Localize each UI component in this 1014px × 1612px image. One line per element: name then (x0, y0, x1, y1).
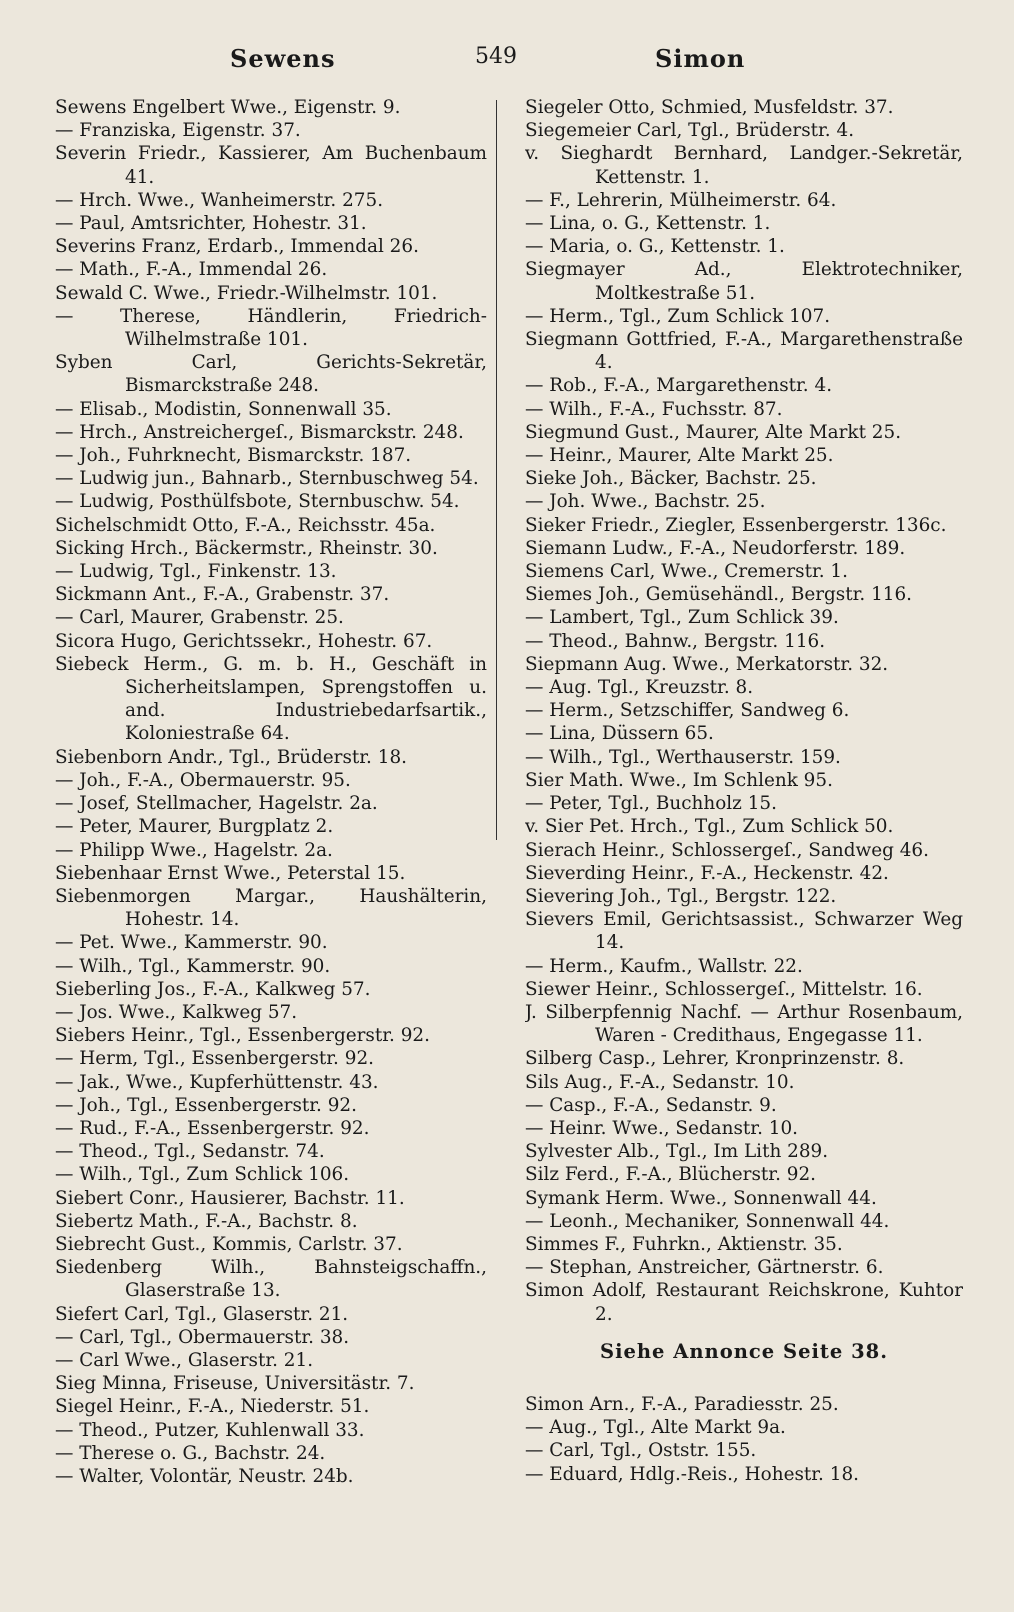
directory-entry: Siegmann Gottfried, F.-A., Margarethenstraße 4. (525, 329, 963, 374)
directory-entry: Sievers Emil, Gerichtsassist., Schwarzer Weg 14. (525, 909, 963, 954)
directory-entry: — Leonh., Mechaniker, Sonnenwall 44. (525, 1210, 890, 1232)
page-header (0, 44, 1014, 80)
directory-entry: Simon Arn., F.-A., Paradiesstr. 25. (525, 1393, 839, 1415)
directory-entry: Silz Ferd., F.-A., Blücherstr. 92. (525, 1164, 817, 1186)
directory-entry: — Theod., Putzer, Kuhlenwall 33. (55, 1419, 365, 1441)
directory-entry: Sicora Hugo, Gerichtssekr., Hohestr. 67. (55, 630, 433, 652)
directory-entry: — Ludwig, Posthülfsbote, Sternbuschw. 54. (55, 491, 460, 513)
right-column (525, 96, 963, 1486)
directory-entry: — Walter, Volontär, Neustr. 24b. (55, 1465, 354, 1487)
directory-entry: — Eduard, Hdlg.-Reis., Hohestr. 18. (525, 1463, 859, 1485)
directory-entry: — F., Lehrerin, Mülheimerstr. 64. (525, 189, 837, 211)
directory-entry: — Jos. Wwe., Kalkweg 57. (55, 1001, 298, 1023)
directory-entry: — Herm., Tgl., Zum Schlick 107. (525, 305, 831, 327)
directory-entry: Siefert Carl, Tgl., Glaserstr. 21. (55, 1303, 349, 1325)
directory-entry: Sieg Minna, Friseuse, Universitästr. 7. (55, 1373, 415, 1395)
directory-entry: — Joh., F.-A., Obermauerstr. 95. (55, 769, 351, 791)
directory-entry: — Peter, Tgl., Buchholz 15. (525, 793, 777, 815)
directory-entry: Siepmann Aug. Wwe., Merkatorstr. 32. (525, 653, 889, 675)
header-left-keyword: Sewens (230, 44, 336, 73)
directory-entry: — Carl, Maurer, Grabenstr. 25. (55, 607, 344, 629)
directory-entry: Siebert Conr., Hausierer, Bachstr. 11. (55, 1187, 405, 1209)
directory-entry: — Rud., F.-A., Essenbergerstr. 92. (55, 1117, 370, 1139)
directory-entry: — Jak., Wwe., Kupferhüttenstr. 43. (55, 1071, 379, 1093)
directory-entry: Sieberling Jos., F.-A., Kalkweg 57. (55, 978, 371, 1000)
directory-entry: Siebenborn Andr., Tgl., Brüderstr. 18. (55, 746, 407, 768)
directory-entry: — Heinr., Maurer, Alte Markt 25. (525, 445, 834, 467)
directory-entry: Sievering Joh., Tgl., Bergstr. 122. (525, 885, 837, 907)
directory-entry: — Lambert, Tgl., Zum Schlick 39. (525, 607, 839, 629)
directory-entry: Sierach Heinr., Schlossergeſ., Sandweg 46. (525, 839, 929, 861)
directory-entry: Siebenmorgen Margar., Haushälterin, Hohestr. 14. (55, 885, 487, 931)
directory-entry: Siebrecht Gust., Kommis, Carlstr. 37. (55, 1233, 403, 1255)
header-right-keyword: Simon (655, 44, 746, 73)
directory-entry: Severins Franz, Erdarb., Immendal 26. (55, 236, 419, 258)
directory-entry: Sewald C. Wwe., Friedr.-Wilhelmstr. 101. (55, 282, 438, 304)
directory-entry: Sieker Friedr., Ziegler, Essenbergerstr. 136c. (525, 514, 947, 536)
directory-entry: Siebers Heinr., Tgl., Essenbergerstr. 92. (55, 1025, 430, 1047)
directory-entry: — Maria, o. G., Kettenstr. 1. (525, 236, 785, 258)
directory-entry: Siegemeier Carl, Tgl., Brüderstr. 4. (525, 120, 855, 142)
directory-entry: Siemann Ludw., F.-A., Neudorferstr. 189. (525, 537, 906, 559)
directory-entry: — Stephan, Anstreicher, Gärtnerstr. 6. (525, 1257, 884, 1279)
directory-entry: — Peter, Maurer, Burgplatz 2. (55, 816, 334, 838)
directory-entry: — Joh., Tgl., Essenbergerstr. 92. (55, 1094, 357, 1116)
right-column-entries-a (525, 96, 963, 1326)
directory-entry: Severin Friedr., Kassierer, Am Buchenbaum 41. (55, 143, 487, 188)
directory-entry: Sieverding Heinr., F.-A., Heckenstr. 42. (525, 862, 889, 884)
directory-entry: Siebertz Math., F.-A., Bachstr. 8. (55, 1210, 358, 1232)
page-number: 549 (475, 44, 517, 69)
directory-entry: Syben Carl, Gerichts-Sekretär, Bismarckstraße 248. (55, 352, 487, 397)
directory-entry: — Hrch., Anstreichergeſ., Bismarckstr. 248. (55, 421, 464, 443)
directory-entry: Silberg Casp., Lehrer, Kronprinzenstr. 8. (525, 1048, 905, 1070)
directory-entry: — Lina, Düssern 65. (525, 723, 714, 745)
directory-entry: Siebenhaar Ernst Wwe., Peterstal 15. (55, 862, 406, 884)
directory-entry: — Herm, Tgl., Essenbergerstr. 92. (55, 1048, 374, 1070)
directory-entry: — Theod., Tgl., Sedanstr. 74. (55, 1141, 325, 1163)
directory-entry: Sickmann Ant., F.-A., Grabenstr. 37. (55, 584, 390, 606)
left-column (55, 96, 487, 1488)
directory-entry: — Paul, Amtsrichter, Hohestr. 31. (55, 213, 367, 235)
directory-entry: Siegmund Gust., Maurer, Alte Markt 25. (525, 421, 902, 443)
directory-entry: — Aug. Tgl., Kreuzstr. 8. (525, 677, 754, 699)
directory-entry: — Joh., Fuhrknecht, Bismarckstr. 187. (55, 445, 412, 467)
directory-entry: J. Silberpfennig Nachf. — Arthur Rosenbaum, Waren - Credithaus, Engegasse 11. (525, 1001, 963, 1047)
directory-entry: — Wilh., Tgl., Werthauserstr. 159. (525, 746, 841, 768)
directory-entry: — Wilh., Tgl., Kammerstr. 90. (55, 955, 331, 977)
directory-entry: Simmes F., Fuhrkn., Aktienstr. 35. (525, 1233, 843, 1255)
directory-entry: Siebeck Herm., G. m. b. H., Geschäft in Sicherheitslampen, Sprengstoffen u. and. Industriebedarfsartik., Koloniestraße 64. (55, 653, 487, 745)
directory-entry: — Elisab., Modistin, Sonnenwall 35. (55, 398, 392, 420)
directory-entry: — Joh. Wwe., Bachstr. 25. (525, 491, 766, 513)
directory-entry: — Math., F.-A., Immendal 26. (55, 259, 328, 281)
directory-entry: — Ludwig jun., Bahnarb., Sternbuschweg 54. (55, 468, 479, 490)
directory-entry: — Therese o. G., Bachstr. 24. (55, 1442, 326, 1464)
directory-entry: — Carl Wwe., Glaserstr. 21. (55, 1349, 314, 1371)
directory-entry: — Franziska, Eigenstr. 37. (55, 120, 301, 142)
directory-entry: — Philipp Wwe., Hagelstr. 2a. (55, 839, 333, 861)
directory-entry: — Wilh., Tgl., Zum Schlick 106. (55, 1164, 350, 1186)
directory-entry: Sicking Hrch., Bäckermstr., Rheinstr. 30. (55, 537, 438, 559)
directory-entry: — Josef, Stellmacher, Hagelstr. 2a. (55, 793, 378, 815)
directory-entry: Sylvester Alb., Tgl., Im Lith 289. (525, 1141, 829, 1163)
directory-entry: Siedenberg Wilh., Bahnsteigschaffn., Glaserstraße 13. (55, 1257, 487, 1302)
directory-entry: — Herm., Setzschiffer, Sandweg 6. (525, 700, 850, 722)
directory-entry: Siemens Carl, Wwe., Cremerstr. 1. (525, 561, 848, 583)
directory-entry: Sieke Joh., Bäcker, Bachstr. 25. (525, 468, 817, 490)
directory-entry: — Heinr. Wwe., Sedanstr. 10. (525, 1117, 799, 1139)
directory-entry: — Herm., Kaufm., Wallstr. 22. (525, 955, 803, 977)
directory-entry: v. Sier Pet. Hrch., Tgl., Zum Schlick 50. (525, 816, 894, 838)
directory-entry: v. Sieghardt Bernhard, Landger.-Sekretär, Kettenstr. 1. (525, 143, 963, 188)
directory-entry: Symank Herm. Wwe., Sonnenwall 44. (525, 1187, 877, 1209)
directory-entry: — Wilh., F.-A., Fuchsstr. 87. (525, 398, 783, 420)
directory-entry: — Aug., Tgl., Alte Markt 9a. (525, 1417, 786, 1439)
directory-entry: Sichelschmidt Otto, F.-A., Reichsstr. 45a. (55, 514, 436, 536)
annonce-notice: Siehe Annonce Seite 38. (599, 1339, 889, 1363)
directory-entry: — Casp., F.-A., Sedanstr. 9. (525, 1094, 777, 1116)
right-column-entries-b (525, 1393, 963, 1486)
directory-entry: — Therese, Händlerin, Friedrich-Wilhelmstraße 101. (55, 305, 487, 351)
directory-entry: Simon Adolf, Restaurant Reichskrone, Kuhtor 2. (525, 1280, 963, 1325)
directory-entry: — Carl, Tgl., Obermauerstr. 38. (55, 1326, 350, 1348)
directory-entry: — Hrch. Wwe., Wanheimerstr. 275. (55, 189, 384, 211)
directory-entry: Sils Aug., F.-A., Sedanstr. 10. (525, 1071, 795, 1093)
directory-entry: — Lina, o. G., Kettenstr. 1. (525, 213, 771, 235)
directory-entry: — Carl, Tgl., Oststr. 155. (525, 1440, 757, 1462)
directory-entry: — Pet. Wwe., Kammerstr. 90. (55, 932, 328, 954)
directory-entry: Siegeler Otto, Schmied, Musfeldstr. 37. (525, 97, 894, 118)
column-divider (496, 100, 497, 840)
directory-entry: Sier Math. Wwe., Im Schlenk 95. (525, 769, 833, 791)
directory-entry: — Rob., F.-A., Margarethenstr. 4. (525, 375, 833, 397)
directory-entry: Siegel Heinr., F.-A., Niederstr. 51. (55, 1396, 370, 1418)
directory-entry: Siemes Joh., Gemüsehändl., Bergstr. 116. (525, 584, 913, 606)
directory-entry: Siegmayer Ad., Elektrotechniker, Moltkestraße 51. (525, 259, 963, 304)
directory-entry: Sewens Engelbert Wwe., Eigenstr. 9. (55, 97, 401, 118)
directory-entry: — Ludwig, Tgl., Finkenstr. 13. (55, 561, 337, 583)
directory-entry: Siewer Heinr., Schlossergeſ., Mittelstr. 16. (525, 978, 923, 1000)
directory-entry: — Theod., Bahnw., Bergstr. 116. (525, 630, 826, 652)
